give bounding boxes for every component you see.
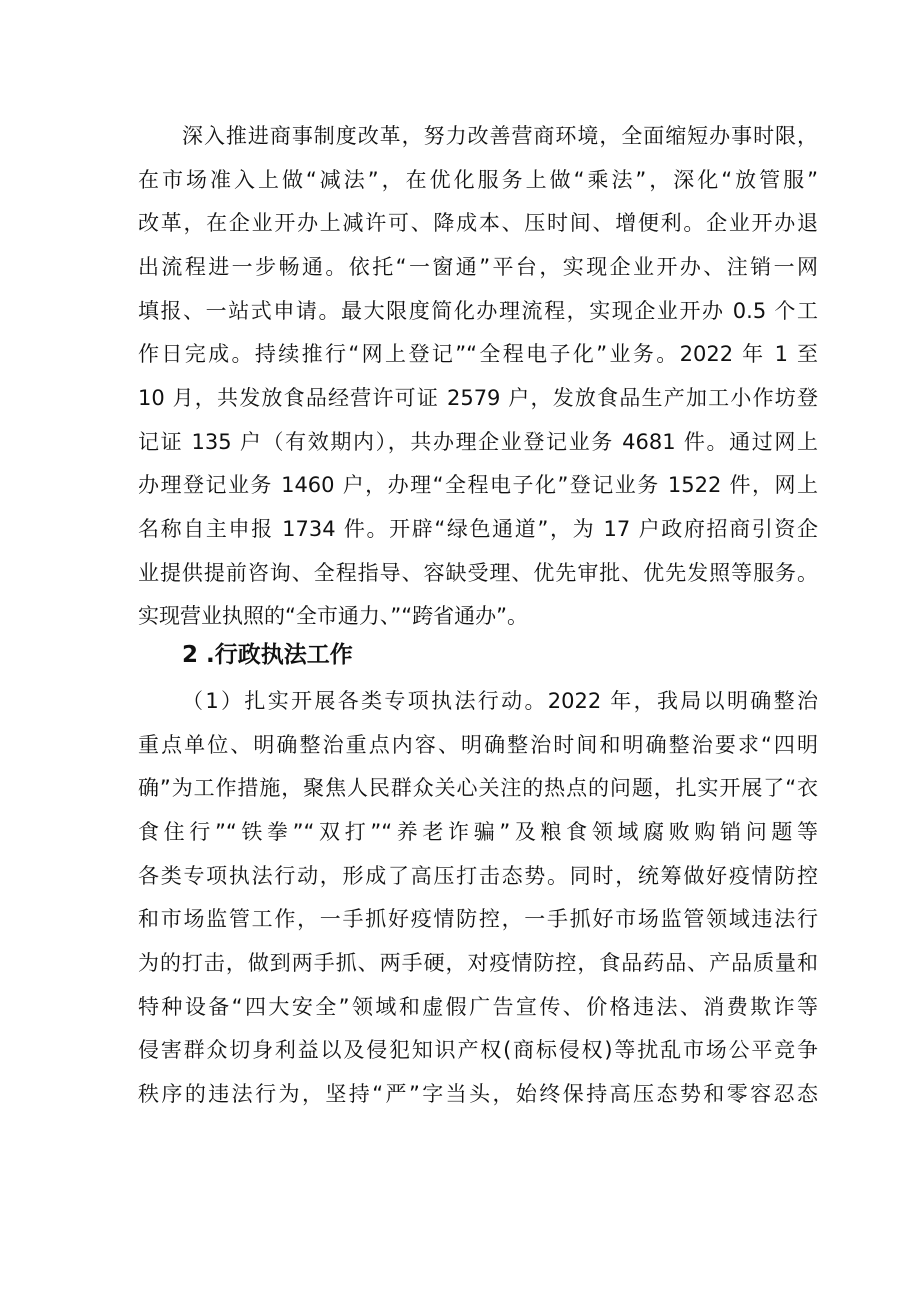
paragraph-line: 为的打击，做到两手抓、两手硬，对疫情防控，食品药品、产品质量和 xyxy=(138,951,818,975)
paragraph-line: 办理登记业务 1460 户，办理“全程电子化”登记业务 1522 件，网上 xyxy=(138,473,818,497)
paragraph-line: 填报、一站式申请。最大限度简化办理流程，实现企业开办 0.5 个工 xyxy=(138,299,818,323)
paragraph-line: 和市场监管工作，一手抓好疫情防控，一手抓好市场监管领域违法行 xyxy=(138,907,818,931)
paragraph-line: 重点单位、明确整治重点内容、明确整治时间和明确整治要求“四明 xyxy=(138,733,818,757)
paragraph-line: 食住行”“铁拳”“双打”“养老诈骗”及粮食领域腐败购销问题等 xyxy=(138,820,818,844)
paragraph-line: 特种设备“四大安全”领域和虚假广告宣传、价格违法、消费欺诈等 xyxy=(138,995,818,1019)
paragraph-line: 出流程进一步畅通。依托“一窗通”平台，实现企业开办、注销一网 xyxy=(138,255,818,279)
paragraph-line: 10 月，共发放食品经营许可证 2579 户，发放食品生产加工小作坊登 xyxy=(138,386,818,410)
paragraph-line: 记证 135 户（有效期内），共办理企业登记业务 4681 件。通过网上 xyxy=(138,430,818,454)
paragraph-line: 实现营业执照的“全市通力、”“跨省通办”。 xyxy=(138,604,529,628)
paragraph-line: 业提供提前咨询、全程指导、容缺受理、优先审批、优先发照等服务。 xyxy=(138,561,818,585)
paragraph-line: 深入推进商事制度改革，努力改善营商环境，全面缩短办事时限， xyxy=(182,124,818,148)
paragraph-line: 各类专项执法行动，形成了高压打击态势。同时，统筹做好疫情防控 xyxy=(138,864,818,888)
paragraph-line: 作日完成。持续推行“网上登记”“全程电子化”业务。2022 年 1 至 xyxy=(138,342,818,366)
paragraph-line: 在市场准入上做“减法”，在优化服务上做“乘法”，深化“放管服” xyxy=(138,168,818,192)
paragraph-line: 秩序的违法行为，坚持“严”字当头，始终保持高压态势和零容忍态 xyxy=(138,1082,818,1106)
paragraph-line: 改革，在企业开办上减许可、降成本、压时间、增便利。企业开办退 xyxy=(138,211,818,235)
paragraph-line: 名称自主申报 1734 件。开辟“绿色通道”，为 17 户政府招商引资企 xyxy=(138,517,818,541)
paragraph-line: 侵害群众切身利益以及侵犯知识产权(商标侵权)等扰乱市场公平竞争 xyxy=(138,1038,818,1062)
section-heading: 2 .行政执法工作 xyxy=(182,642,353,668)
paragraph-line: （1）扎实开展各类专项执法行动。2022 年，我局以明确整治 xyxy=(182,689,818,713)
paragraph-line: 确”为工作措施，聚焦人民群众关心关注的热点的问题，扎实开展了“衣 xyxy=(138,776,818,800)
